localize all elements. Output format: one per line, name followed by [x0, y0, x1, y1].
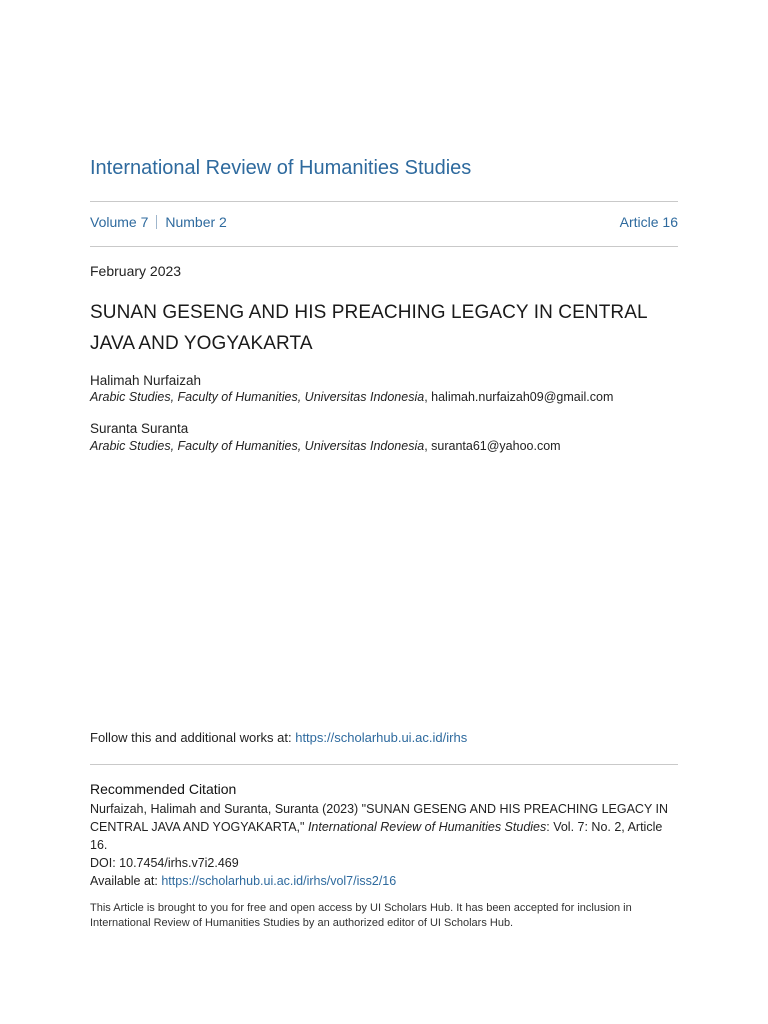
- author-affiliation-line: [90, 390, 678, 404]
- author-affiliation-line: [90, 439, 678, 453]
- author-affiliation: Arabic Studies, Faculty of Humanities, Universitas Indonesia: [90, 390, 425, 404]
- issue-row: [90, 214, 678, 230]
- author-email: , halimah.nurfaizah09@gmail.com: [424, 390, 614, 404]
- recommended-citation-heading: Recommended Citation: [90, 781, 237, 797]
- follow-label: Follow this and additional works at:: [90, 730, 296, 745]
- citation-available: [90, 872, 678, 890]
- citation-text: [90, 800, 678, 890]
- header-divider-bottom: [90, 246, 678, 247]
- issue-separator: [156, 215, 157, 229]
- available-link[interactable]: https://scholarhub.ui.ac.id/irhs/vol7/iss2/16: [161, 874, 397, 888]
- author-block-1: [90, 373, 678, 404]
- author-name: Halimah Nurfaizah: [90, 373, 202, 388]
- available-label: Available at:: [90, 874, 162, 888]
- follow-link[interactable]: https://scholarhub.ui.ac.id/irhs: [295, 730, 468, 745]
- article-title: [90, 297, 678, 359]
- notice-line-2: International Review of Humanities Studies by an authorized editor of UI Scholars Hub.: [90, 917, 514, 929]
- article-title-line-1: SUNAN GESENG AND HIS PREACHING LEGACY IN CENTRAL: [90, 302, 648, 323]
- citation-line-2: [90, 818, 678, 854]
- volume-link[interactable]: Volume 7: [90, 214, 149, 230]
- follow-line: [90, 730, 678, 745]
- journal-title-link[interactable]: International Review of Humanities Studies: [90, 157, 472, 179]
- citation-journal: International Review of Humanities Studies: [307, 820, 547, 834]
- open-access-notice: [90, 901, 678, 931]
- citation-volume-info: : Vol. 7: No. 2, Article 16.: [90, 820, 663, 852]
- article-number-link[interactable]: Article 16: [619, 214, 678, 230]
- author-name: Suranta Suranta: [90, 421, 189, 436]
- header-divider-top: [90, 201, 678, 202]
- citation-divider: [90, 764, 678, 765]
- notice-line-1: This Article is brought to you for free and open access by UI Scholars Hub. It has been accepted for inclusion in: [90, 902, 632, 914]
- citation-doi: DOI: 10.7454/irhs.v7i2.469: [90, 856, 239, 870]
- publication-date: February 2023: [90, 263, 182, 279]
- author-block-2: [90, 421, 678, 453]
- citation-line-1: Nurfaizah, Halimah and Suranta, Suranta (2023) "SUNAN GESENG AND HIS PREACHING LEGACY IN: [90, 802, 669, 816]
- number-link[interactable]: Number 2: [165, 214, 227, 230]
- journal-title[interactable]: [90, 157, 678, 180]
- author-email: , suranta61@yahoo.com: [424, 439, 561, 453]
- citation-title-tail: CENTRAL JAVA AND YOGYAKARTA,": [90, 820, 308, 834]
- author-affiliation: Arabic Studies, Faculty of Humanities, Universitas Indonesia: [90, 439, 425, 453]
- article-title-line-2: JAVA AND YOGYAKARTA: [90, 333, 313, 354]
